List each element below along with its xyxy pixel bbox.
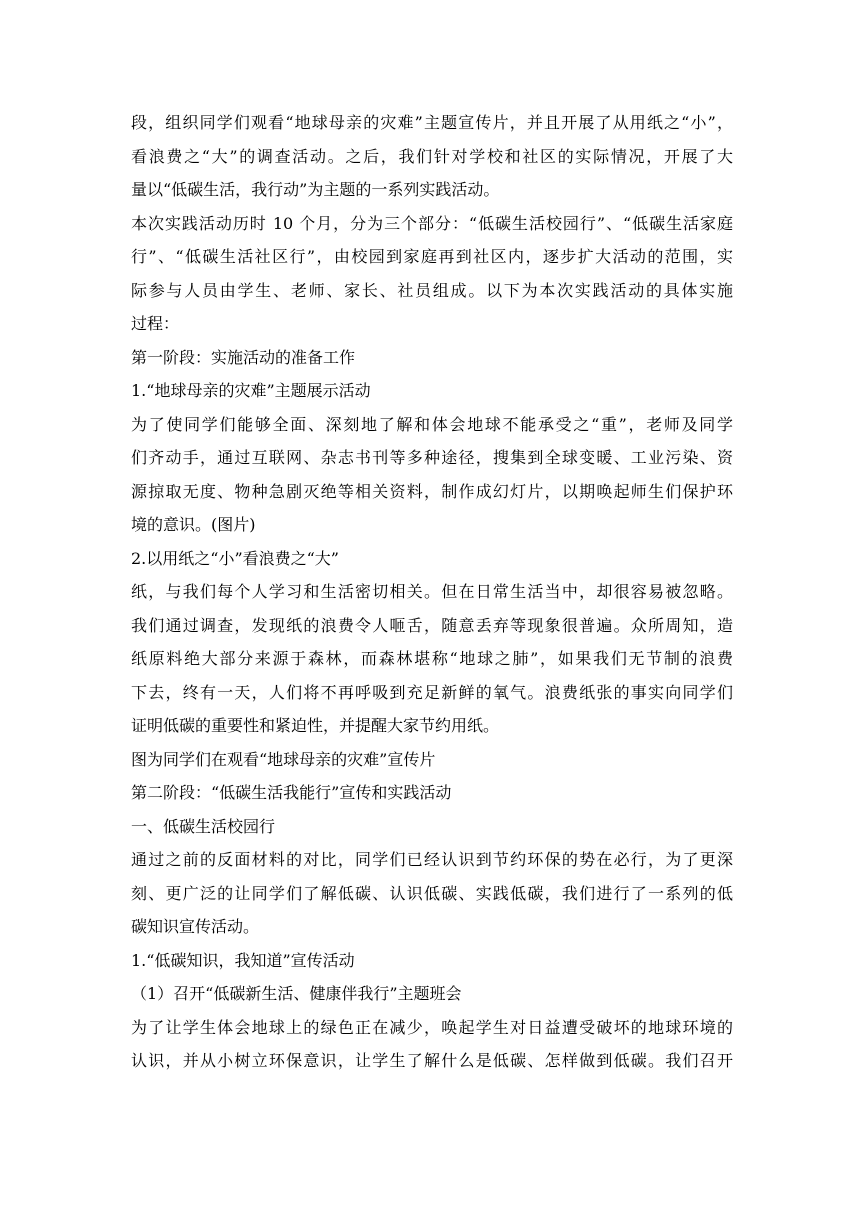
body-line: 过程： [131, 314, 180, 333]
subsection-heading: 一、低碳生活校园行 [131, 816, 276, 836]
body-line: 看浪费之“大”的调查活动。之后，我们针对学校和社区的实际情况，开展了大 [131, 146, 733, 166]
section-heading: 第一阶段：实施活动的准备工作 [131, 347, 356, 367]
body-line: 通过之前的反面材料的对比，同学们已经认识到节约环保的势在必行，为了更深 [131, 850, 733, 869]
body-line: 段，组织同学们观看“地球母亲的灾难”主题宣传片，并且开展了从用纸之“小”， [131, 113, 733, 132]
body-line: 认识，并从小树立环保意识，让学生了解什么是低碳、怎样做到低碳。我们召开 [131, 1051, 733, 1070]
subsection-heading: （1）召开“低碳新生活、健康伴我行”主题班会 [131, 984, 462, 1003]
document-page [131, 106, 733, 1078]
image-caption: 图为同学们在观看“地球母亲的灾难”宣传片 [131, 749, 436, 769]
body-line: 我们通过调查，发现纸的浪费令人咂舌，随意丢弃等现象很普遍。众所周知，造 [131, 615, 733, 635]
body-line: 际参与人员由学生、老师、家长、社员组成。以下为本次实践活动的具体实施 [131, 280, 733, 300]
body-line: 为了使同学们能够全面、深刻地了解和体会地球不能承受之“重”，老师及同学 [131, 414, 733, 434]
body-line: 源掠取无度、物种急剧灭绝等相关资料，制作成幻灯片，以期唤起师生们保护环 [131, 481, 733, 501]
body-line: 为了让学生体会地球上的绿色正在减少，唤起学生对日益遭受破坏的地球环境的 [131, 1017, 733, 1037]
body-line: 纸，与我们每个人学习和生活密切相关。但在日常生活当中，却很容易被忽略。 [131, 582, 733, 601]
body-line: 们齐动手，通过互联网、杂志书刊等多种途径，搜集到全球变暖、工业污染、资 [131, 448, 733, 467]
body-line: 量以“低碳生活，我行动”为主题的一系列实践活动。 [131, 180, 500, 199]
subsection-heading: 1.“低碳知识，我知道”宣传活动 [131, 950, 355, 970]
body-line: 纸原料绝大部分来源于森林，而森林堪称“地球之肺”，如果我们无节制的浪费 [131, 649, 733, 668]
section-heading: 第二阶段：“低碳生活我能行”宣传和实践活动 [131, 783, 452, 802]
body-line: 下去，终有一天，人们将不再呼吸到充足新鲜的氧气。浪费纸张的事实向同学们 [131, 682, 733, 702]
body-line: 证明低碳的重要性和紧迫性，并提醒大家节约用纸。 [131, 716, 500, 735]
body-line: 本次实践活动历时 10 个月，分为三个部分：“低碳生活校园行”、“低碳生活家庭 [131, 213, 733, 233]
subsection-heading: 1.“地球母亲的灾难”主题展示活动 [131, 381, 371, 400]
body-line: 刻、更广泛的让同学们了解低碳、认识低碳、实践低碳，我们进行了一系列的低 [131, 883, 733, 903]
body-line: 碳知识宣传活动。 [131, 917, 260, 936]
body-line: 境的意识。(图片) [131, 515, 256, 534]
subsection-heading: 2.以用纸之“小”看浪费之“大” [131, 548, 339, 568]
body-line: 行”、“低碳生活社区行”，由校园到家庭再到社区内，逐步扩大活动的范围，实 [131, 247, 733, 266]
